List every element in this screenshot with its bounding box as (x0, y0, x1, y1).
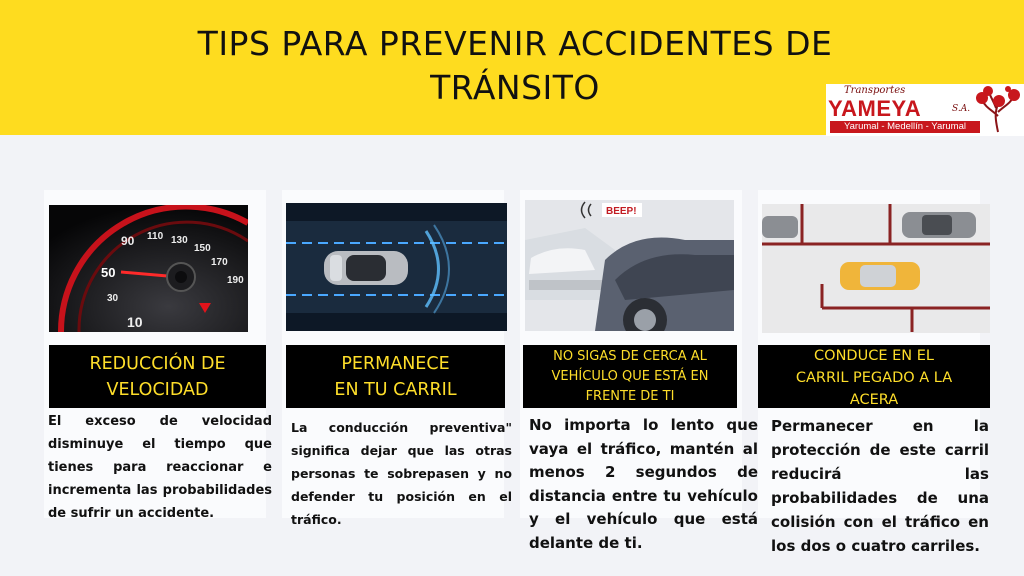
page-title (120, 22, 910, 110)
speed-mark-10: 10 (127, 314, 143, 330)
tip-heading-line: CARRIL PEGADO A LA (795, 370, 953, 386)
tip-text-speed: El exceso de velocidad disminuye el tiempo que tienes para reaccionar e incrementa las probabilidades de sufrir un accidente. (48, 414, 272, 521)
tip-text-lane: La conducción preventiva" significa dejar que las otras personas te sobrepasen y no defender tu posición en el tráfico. (291, 420, 512, 527)
tip-heading-distance (523, 345, 737, 408)
logo-route: Yarumal - Medellín - Yarumal (830, 121, 980, 133)
tip-heading-line: ACERA (849, 392, 899, 408)
company-logo (826, 84, 1024, 136)
logo-top-text: Transportes (844, 85, 906, 96)
tailgating-image (525, 200, 734, 331)
page-title-line2: TRÁNSITO (430, 68, 600, 107)
tip-heading-line: PERMANECE (341, 354, 450, 374)
tip-heading-line: NO SIGAS DE CERCA AL (553, 349, 707, 364)
speed-mark-150: 150 (194, 243, 211, 254)
speed-mark-170: 170 (211, 257, 228, 268)
logo-name: YAMEYA (828, 96, 922, 121)
tip-heading-line: VEHÍCULO QUE ESTÁ EN (551, 369, 709, 384)
logo-suffix: S.A. (952, 104, 971, 114)
speedometer-icon (49, 205, 248, 332)
tip-text-curb-lane: Permanecer en la protección de este carril reducirá las probabilidades de una colisión con el tráfico en los dos o cuatro carriles. (771, 417, 989, 555)
speedometer-image (49, 205, 248, 332)
car-lane-image (286, 203, 507, 331)
speed-mark-190: 190 (227, 275, 244, 286)
tip-heading-lane (286, 345, 505, 408)
flower-logo-icon (974, 86, 1022, 134)
parking-lot-icon (762, 204, 990, 333)
speed-mark-50: 50 (101, 265, 116, 280)
tip-heading-speed (49, 345, 266, 408)
tip-heading-line: VELOCIDAD (106, 380, 209, 400)
tip-heading-curb-lane (758, 345, 990, 408)
tip-heading-line: CONDUCE EN EL (814, 348, 934, 364)
tip-heading-line: FRENTE DE TI (585, 389, 675, 404)
speed-mark-110: 110 (147, 231, 164, 242)
speed-mark-90: 90 (121, 234, 135, 248)
parking-image (762, 204, 990, 333)
speed-mark-130: 130 (171, 235, 188, 246)
page-title-line1: TIPS PARA PREVENIR ACCIDENTES DE (197, 24, 833, 63)
tip-text-distance: No importa lo lento que vaya el tráfico, mantén al menos 2 segundos de distancia entre tu vehículo y el vehículo que está delante de ti. (529, 416, 758, 552)
tip-heading-line: EN TU CARRIL (334, 380, 457, 400)
beep-text: BEEP! (606, 206, 637, 217)
car-rear-icon (525, 200, 734, 331)
tip-heading-line: REDUCCIÓN DE (89, 354, 226, 374)
speed-mark-30: 30 (107, 293, 119, 304)
car-top-view-icon (286, 203, 507, 331)
